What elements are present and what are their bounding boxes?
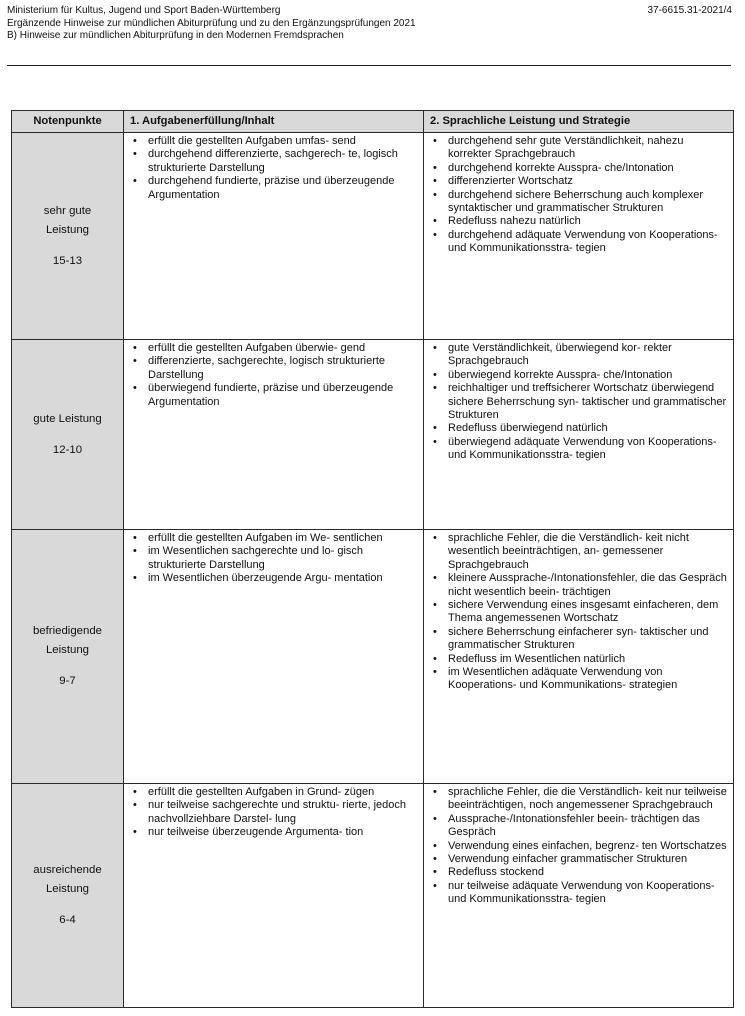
criteria-list [430,532,727,693]
header-ministry: Ministerium für Kultus, Jugend und Sport Baden-Württemberg [7,5,281,16]
criteria-item: • erfüllt die gestellten Aufgaben überwie- gend [130,342,417,355]
criteria-item: • sichere Beherrschung einfacherer syn- taktischer und grammatischer Strukturen [430,626,727,653]
criteria-item: • differenzierter Wortschatz [430,175,727,188]
grade-row [12,784,734,1008]
criteria-item: • nur teilweise adäquate Verwendung von Kooperations- und Kommunikationsstra- tegien [430,880,727,907]
grade-points-range: 15-13 [52,254,83,267]
criteria-list [430,786,727,907]
criteria-list [130,135,417,202]
criteria-item: • Aussprache-/Intonationsfehler beein- trächtigen das Gespräch [430,813,727,840]
criteria-item: • sichere Verwendung eines insgesamt einfacheren, dem Thema angemessenen Wortschatz [430,599,727,626]
criteria-list [130,786,417,840]
header-section-title: B) Hinweise zur mündlichen Abiturprüfung in den Modernen Fremdsprachen [7,30,344,41]
criteria-item: • nur teilweise sachgerechte und struktu- rierte, jedoch nachvollziehbare Darstel- lung [130,799,417,826]
grade-label: ausreichende [33,864,102,876]
grade-points-range: 6-4 [59,914,76,926]
criteria-item: • Redefluss nahezu natürlich [430,215,727,228]
language-criteria-cell [424,530,734,784]
grading-table [11,110,734,1008]
criteria-item: • Verwendung eines einfachen, begrenz- ten Wortschatzes [430,840,727,853]
content-criteria-cell [124,784,424,1008]
criteria-item: • Redefluss überwiegend natürlich [430,422,727,435]
criteria-item: • überwiegend adäquate Verwendung von Kooperations- und Kommunikationsstra- tegien [430,436,727,463]
criteria-item: • durchgehend fundierte, präzise und überzeugende Argumentation [130,175,417,202]
column-header-content: 1. Aufgabenerfüllung/Inhalt [124,111,424,133]
criteria-item: • nur teilweise überzeugende Argumenta- tion [130,826,417,839]
grade-row [12,133,734,340]
criteria-item: • sprachliche Fehler, die die Verständlich- keit nicht wesentlich beeinträchtigen, an- gemessener Sprachgebrauch [430,532,727,572]
grade-label: gute Leistung [33,412,102,425]
criteria-item: • durchgehend adäquate Verwendung von Kooperations- und Kommunikationsstra- tegien [430,229,727,256]
criteria-item: • sprachliche Fehler, die die Verständlich- keit nur teilweise beeinträchtigen, noch angemessener Sprachgebrauch [430,786,727,813]
grade-points-range: 9-7 [59,675,76,687]
header-supplementary-notes: Ergänzende Hinweise zur mündlichen Abiturprüfung und zu den Ergänzungsprüfungen 2021 [7,17,416,29]
language-criteria-cell [424,133,734,340]
criteria-item: • überwiegend fundierte, präzise und überzeugende Argumentation [130,382,417,409]
criteria-item: • im Wesentlichen überzeugende Argu- mentation [130,572,417,585]
language-criteria-cell [424,784,734,1008]
header-divider [7,65,731,66]
language-criteria-cell [424,340,734,530]
table-header-row [12,111,734,133]
grade-points-range: 12-10 [52,443,83,456]
grade-label-line2: Leistung [45,883,90,895]
grade-cell [12,530,124,784]
criteria-item: • erfüllt die gestellten Aufgaben umfas- send [130,135,417,148]
grade-label-line2: Leistung [45,223,90,236]
criteria-list [130,342,417,409]
document-reference-number: 37-6615.31-2021/4 [647,5,732,16]
content-criteria-cell [124,133,424,340]
criteria-list [130,532,417,586]
grade-cell [12,340,124,530]
grade-row [12,530,734,784]
criteria-list [430,342,727,463]
criteria-item: • reichhaltiger und treffsicherer Wortschatz überwiegend sichere Beherrschung syn- taktischer und grammatischer Strukturen [430,382,727,422]
column-header-language: 2. Sprachliche Leistung und Strategie [424,111,734,133]
criteria-item: • überwiegend korrekte Ausspra- che/Intonation [430,369,727,382]
grade-cell [12,133,124,340]
column-header-points: Notenpunkte [12,111,124,133]
criteria-item: • Redefluss im Wesentlichen natürlich [430,653,727,666]
criteria-item: • differenzierte, sachgerechte, logisch strukturierte Darstellung [130,355,417,382]
criteria-item: • erfüllt die gestellten Aufgaben im We- sentlichen [130,532,417,545]
criteria-item: • im Wesentlichen adäquate Verwendung von Kooperations- und Kommunikations- strategien [430,666,727,693]
grade-row [12,340,734,530]
grade-label: sehr gute [43,204,92,217]
criteria-item: • Verwendung einfacher grammatischer Strukturen [430,853,727,866]
criteria-item: • erfüllt die gestellten Aufgaben in Grund- zügen [130,786,417,799]
criteria-item: • durchgehend sehr gute Verständlichkeit, nahezu korrekter Sprachgebrauch [430,135,727,162]
criteria-item: • im Wesentlichen sachgerechte und lo- gisch strukturierte Darstellung [130,545,417,572]
criteria-item: • kleinere Aussprache-/Intonationsfehler, die das Gespräch nicht wesentlich beein- trächtigen [430,572,727,599]
criteria-item: • durchgehend sichere Beherrschung auch komplexer syntaktischer und grammatischer Strukturen [430,189,727,216]
grade-label-line2: Leistung [45,644,90,656]
criteria-list [430,135,727,256]
grade-label: befriedigende [32,625,103,637]
criteria-item: • durchgehend korrekte Ausspra- che/Intonation [430,162,727,175]
document-header [7,5,732,55]
content-criteria-cell [124,340,424,530]
criteria-item: • gute Verständlichkeit, überwiegend kor- rekter Sprachgebrauch [430,342,727,369]
content-criteria-cell [124,530,424,784]
grade-cell [12,784,124,1008]
criteria-item: • durchgehend differenzierte, sachgerech- te, logisch strukturierte Darstellung [130,148,417,175]
criteria-item: • Redefluss stockend [430,866,727,879]
